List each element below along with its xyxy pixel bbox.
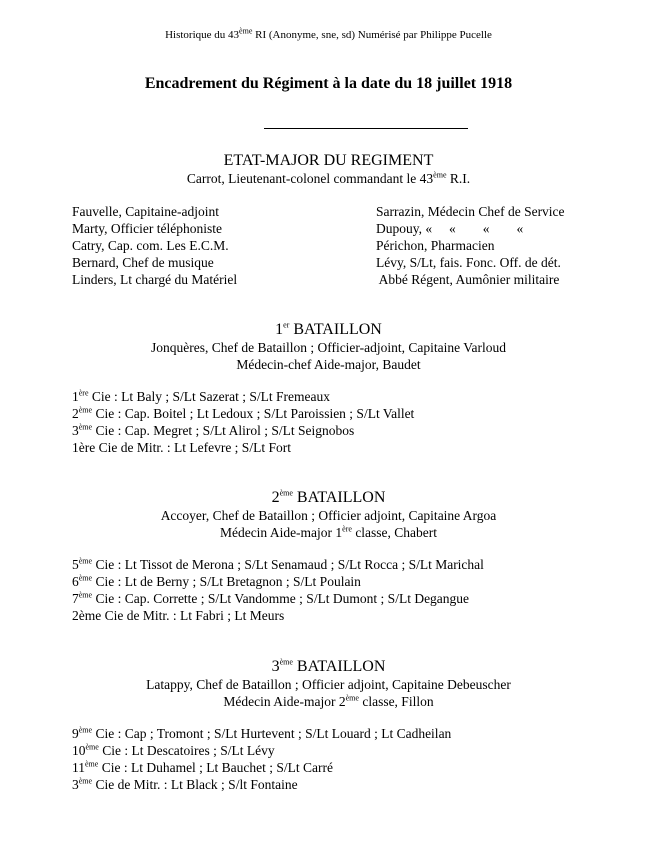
etat-major-left-list [72,203,237,288]
company-sup: ère [78,388,89,398]
commander-text-end: R.I. [446,171,471,186]
staff-entry: Lévy, S/Lt, fais. Fonc. Off. de dét. [376,255,561,270]
company-number: 5 [72,557,79,572]
commander-sup: ème [433,170,447,180]
company-text: Cie : Cap. Megret ; S/Lt Alirol ; S/Lt Seignobos [92,423,355,438]
medical-sup: ème [345,693,359,703]
battalion-2-medical [0,524,657,541]
company-number: 10 [72,743,86,758]
battalion-3-medical [0,693,657,710]
company-line [72,759,451,776]
company-text: Cie : Lt Descatoires ; S/Lt Lévy [98,743,275,758]
company-text: Cie : Lt Baly ; S/Lt Sazerat ; S/Lt Fremeaux [88,389,330,404]
document-title: Encadrement du Régiment à la date du 18 juillet 1918 [144,75,513,92]
page-header [0,28,657,42]
company-text: 1ère Cie de Mitr. : Lt Lefevre ; S/Lt Fort [72,440,291,455]
company-number: 3 [72,777,79,792]
company-line [72,422,414,439]
company-text: Cie : Lt Tissot de Merona ; S/Lt Senamaud ; S/Lt Rocca ; S/Lt Marichal [92,557,484,572]
company-line [72,742,451,759]
battalion-1-companies [72,388,414,456]
company-text: Cie : Cap ; Tromont ; S/Lt Hurtevent ; S/Lt Louard ; Lt Cadheilan [92,726,452,741]
company-number: 1 [72,389,79,404]
battalion-1-command: Jonquères, Chef de Bataillon ; Officier-adjoint, Capitaine Varloud [150,340,506,355]
company-line [72,607,484,624]
staff-entry: Abbé Régent, Aumônier militaire [376,272,560,287]
company-line [72,776,451,793]
company-text: Cie : Lt Duhamel ; Lt Bauchet ; S/Lt Carré [98,760,334,775]
company-number: 3 [72,423,79,438]
etat-major-commander [0,170,657,187]
medical-text: Médecin Aide-major 1 [219,525,343,540]
company-line [72,439,414,456]
company-number: 11 [72,760,85,775]
company-text: Cie : Cap. Corrette ; S/Lt Vandomme ; S/Lt Dumont ; S/Lt Degangue [92,591,470,606]
staff-entry: Bernard, Chef de musique [72,255,214,270]
battalion-number: 2 [271,489,280,506]
battalion-word: BATAILLON [292,489,386,506]
battalion-2-companies [72,556,484,624]
battalion-3-command: Latappy, Chef de Bataillon ; Officier adjoint, Capitaine Debeuscher [146,677,511,692]
company-sup: ème [78,573,93,583]
company-text: 2ème Cie de Mitr. : Lt Fabri ; Lt Meurs [72,608,285,623]
header-text-end: RI (Anonyme, sne, sd) Numérisé par Philippe Pucelle [252,29,492,41]
title-divider [264,128,468,129]
header-sup: ème [239,26,253,36]
company-text: Cie : Lt de Berny ; S/Lt Bretagnon ; S/Lt Poulain [92,574,361,589]
medical-text: Médecin Aide-major 2 [223,694,346,709]
company-sup: ème [85,759,99,769]
battalion-word: BATAILLON [292,658,386,675]
medical-text-end: classe, Fillon [358,694,434,709]
company-line [72,590,484,607]
company-sup: ème [78,422,93,432]
company-line [72,573,484,590]
battalion-3-companies [72,725,451,793]
company-sup: ème [78,590,93,600]
battalion-2-command: Accoyer, Chef de Bataillon ; Officier adjoint, Capitaine Argoa [160,508,497,523]
company-sup: ème [78,556,93,566]
company-number: 7 [72,591,79,606]
battalion-sup: er [283,320,290,330]
company-line [72,725,451,742]
company-number: 6 [72,574,79,589]
staff-entry: Fauvelle, Capitaine-adjoint [72,204,219,219]
company-sup: ème [78,405,93,415]
commander-text: Carrot, Lieutenant-colonel commandant le 43 [186,171,434,186]
header-text: Historique du 43 [165,29,240,41]
battalion-1-medical: Médecin-chef Aide-major, Baudet [236,357,421,372]
battalion-number: 3 [271,658,280,675]
battalion-sup: ème [279,488,293,498]
battalion-1-heading [0,320,657,340]
battalion-number: 1 [275,321,284,338]
company-text: Cie : Cap. Boitel ; Lt Ledoux ; S/Lt Paroissien ; S/Lt Vallet [92,406,415,421]
company-sup: ème [78,776,93,786]
battalion-sup: ème [279,657,293,667]
battalion-2-heading [0,488,657,508]
medical-sup: ère [342,524,352,534]
company-line [72,405,414,422]
company-text: Cie de Mitr. : Lt Black ; S/lt Fontaine [92,777,298,792]
company-number: 9 [72,726,79,741]
company-sup: ème [78,725,93,735]
medical-text-end: classe, Chabert [351,525,438,540]
staff-entry: Dupouy, « « « « [376,221,524,236]
staff-entry: Périchon, Pharmacien [376,238,495,253]
company-line [72,556,484,573]
staff-entry: Catry, Cap. com. Les E.C.M. [72,238,229,253]
staff-entry: Linders, Lt chargé du Matériel [72,272,238,287]
company-sup: ème [85,742,99,752]
battalion-3-heading [0,657,657,677]
battalion-word: BATAILLON [289,321,382,338]
company-number: 2 [72,406,79,421]
staff-entry: Sarrazin, Médecin Chef de Service [376,204,565,219]
staff-entry: Marty, Officier téléphoniste [72,221,222,236]
company-line [72,388,414,405]
etat-major-right-list [376,203,565,288]
etat-major-heading: ETAT-MAJOR DU REGIMENT [223,152,434,169]
